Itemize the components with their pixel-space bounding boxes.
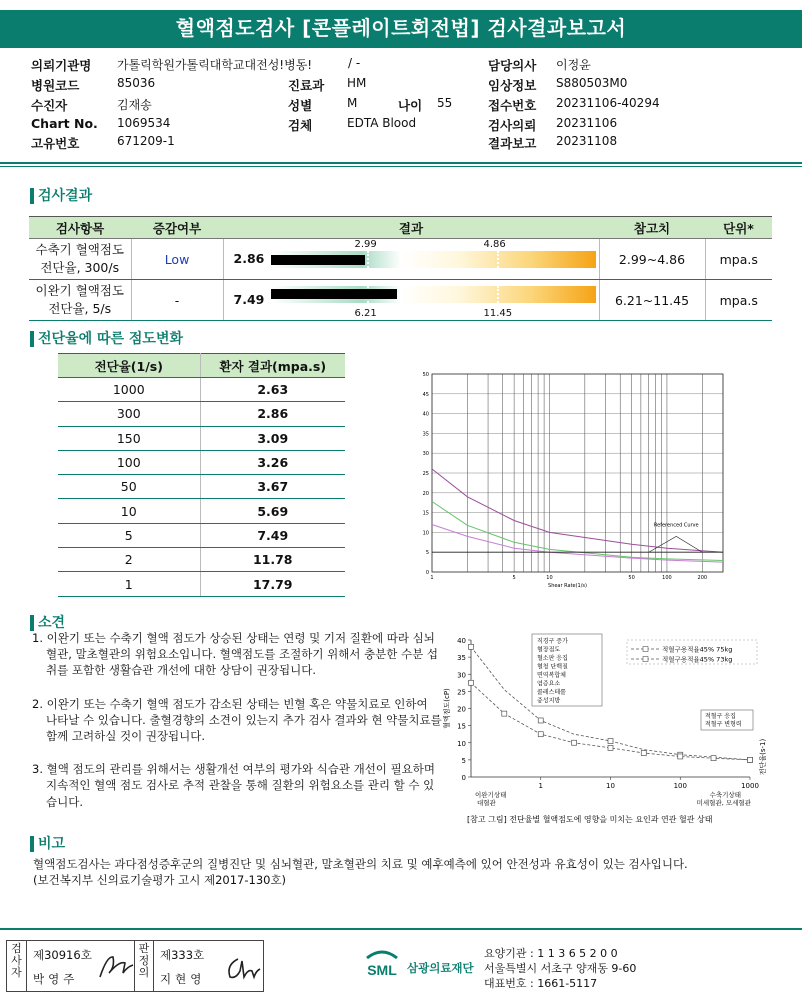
factor-label: 콜레스테롤 xyxy=(537,689,566,696)
ward-value: / - xyxy=(348,56,361,70)
address: 서울특별시 서초구 양재동 9-60 xyxy=(484,962,637,975)
examiner-side-label: 검사자 xyxy=(7,941,27,991)
note-text xyxy=(33,856,773,888)
x-axis-label: Shear Rate(1/s) xyxy=(548,583,587,589)
data-point xyxy=(748,757,753,762)
phone: 대표번호 : 1661-5117 xyxy=(484,977,598,990)
results-header: 단위* xyxy=(705,217,772,239)
viscosity-cell: 2.86 xyxy=(200,402,345,426)
factor-label: 혈소판 응집 xyxy=(537,655,568,662)
examiner-number: 제30916호 xyxy=(33,948,92,962)
report-date-value: 20231108 xyxy=(556,134,618,148)
data-point xyxy=(538,732,543,737)
y-tick-label: 10 xyxy=(457,739,466,748)
flag-value: - xyxy=(131,280,223,321)
opinion-text xyxy=(32,630,442,827)
factor-label: 혈장점도 xyxy=(537,646,561,654)
table-row xyxy=(58,548,345,572)
y-tick-label: 25 xyxy=(457,688,466,697)
dept-label: 진료과 xyxy=(288,78,325,93)
specimen-label: 검체 xyxy=(288,118,313,133)
viscosity-cell: 17.79 xyxy=(200,572,345,596)
note-line: 혈액점도검사는 과다점성증후군의 질병진단 및 심뇌혈관, 말초혈관의 치료 및 예후예측에 있어 안전성과 유효성이 있는 검사입니다. xyxy=(33,857,688,871)
approver-number: 제333호 xyxy=(160,948,205,962)
flag-value: Low xyxy=(131,239,223,280)
org-address xyxy=(484,946,636,991)
table-row xyxy=(58,426,345,450)
examiner-signature xyxy=(97,951,137,981)
factor-label: 중성지방 xyxy=(537,697,561,705)
x-right-label: 수축기상태 xyxy=(709,791,741,799)
y-tick-label: 20 xyxy=(457,705,466,714)
request-label: 검사의뢰 xyxy=(488,118,537,133)
examiner-box xyxy=(6,940,154,992)
receipt-label: 접수번호 xyxy=(488,98,537,113)
id-label: 고유번호 xyxy=(31,136,80,151)
y-tick-label: 5 xyxy=(461,756,466,765)
x-tick-label: 100 xyxy=(662,575,672,581)
x-left-label: 대혈관 xyxy=(477,799,496,807)
viscosity-cell: 2.63 xyxy=(200,378,345,402)
hospital-label: 의뢰기관명 xyxy=(31,58,92,73)
viscosity-cell: 3.09 xyxy=(200,426,345,450)
data-point xyxy=(572,740,577,745)
sml-logo-icon xyxy=(363,948,401,980)
series-line xyxy=(432,469,723,552)
section-shear-title: 전단율에 따른 점도변화 xyxy=(30,330,183,348)
figure-caption: [참고 그림] 전단율별 혈액점도에 영향을 미치는 요인과 연관 혈관 상태 xyxy=(467,815,713,824)
table-row xyxy=(58,499,345,523)
section-note-title: 비고 xyxy=(30,835,65,853)
note-line: (보건복지부 신의료기술평가 고시 제2017-130호) xyxy=(33,873,287,887)
x-tick-label: 100 xyxy=(673,782,687,790)
shear-rate-cell: 10 xyxy=(58,499,200,523)
data-point xyxy=(469,644,474,649)
factor-label: 직경구 증가 xyxy=(537,638,568,645)
y-axis-label: 혈액점도(cP) xyxy=(443,688,451,729)
table-row xyxy=(58,475,345,499)
unit: mpa.s xyxy=(705,239,772,280)
low-ref-label: 2.99 xyxy=(354,239,377,250)
high-ref-label: 4.86 xyxy=(483,239,506,250)
approver-name: 지현영 xyxy=(160,972,206,986)
x-tick-label: 1 xyxy=(430,575,434,581)
footer xyxy=(0,928,802,1002)
shear-rate-cell: 50 xyxy=(58,475,200,499)
x-tick-label: 10 xyxy=(606,782,615,790)
item-subname: 전단율, 300/s xyxy=(40,260,120,275)
y-tick-label: 5 xyxy=(425,550,429,557)
x-tick-label: 1000 xyxy=(741,782,759,790)
approver-box xyxy=(134,940,264,992)
low-ref-label: 6.21 xyxy=(354,308,377,319)
table-row xyxy=(58,572,345,596)
table-row xyxy=(58,450,345,474)
examiner-name: 박영주 xyxy=(33,972,79,986)
care-number: 요양기관 : 1 1 3 6 5 2 0 0 xyxy=(484,947,618,960)
table-row xyxy=(58,402,345,426)
dept-value: HM xyxy=(347,76,367,90)
ref-range: 6.21~11.45 xyxy=(599,280,705,321)
report-date-label: 결과보고 xyxy=(488,136,537,151)
bar-fill xyxy=(271,289,398,299)
y-tick-label: 10 xyxy=(422,530,429,537)
shear-rate-cell: 5 xyxy=(58,523,200,547)
section-opinion-title: 소견 xyxy=(30,614,65,632)
x-left-label: 이완기상태 xyxy=(475,791,507,799)
result-value: 2.86 xyxy=(233,251,265,266)
y-tick-label: 15 xyxy=(422,510,429,517)
shear-header: 환자 결과(mpa.s) xyxy=(200,354,345,378)
shear-header: 전단율(1/s) xyxy=(58,354,200,378)
data-point xyxy=(502,711,507,716)
results-header: 참고치 xyxy=(599,217,705,239)
result-value: 7.49 xyxy=(233,292,265,307)
data-point xyxy=(678,754,683,759)
reference-figure xyxy=(437,632,777,828)
y-tick-label: 30 xyxy=(457,671,466,680)
x-right-label: 미세혈관, 모세혈관 xyxy=(696,799,751,807)
sex-label: 성별 xyxy=(288,98,313,113)
y-tick-label: 40 xyxy=(457,637,466,645)
doctor-value: 이정윤 xyxy=(556,58,591,72)
id-value: 671209-1 xyxy=(117,134,175,148)
legend-marker xyxy=(643,647,648,652)
item-name: 수축기 혈액점도 xyxy=(35,242,124,257)
viscosity-cell: 5.69 xyxy=(200,499,345,523)
opinion-item: 1. 이완기 또는 수축기 혈액 점도가 상승된 상태는 연령 및 기저 질환에 따라 심뇌혈관, 말초혈관의 위험요소입니다. 혈액점도를 조절하기 위해서 충분한 수분 섭취를 포함한 생활습관 개선에 대한 상담이 권장됩니다. xyxy=(32,631,439,678)
viscosity-chart xyxy=(405,368,730,590)
patient-value: 김재송 xyxy=(117,98,152,112)
code-value: 85036 xyxy=(117,76,156,90)
viscosity-cell: 11.78 xyxy=(200,548,345,572)
annotation-label: Referenced Curve xyxy=(653,522,699,529)
y-tick-label: 15 xyxy=(457,722,466,731)
viscosity-cell: 7.49 xyxy=(200,523,345,547)
y-tick-label: 20 xyxy=(422,490,429,497)
viscosity-cell: 3.67 xyxy=(200,475,345,499)
item-subname: 전단율, 5/s xyxy=(48,301,112,316)
shear-table xyxy=(58,353,345,597)
factor-label: 염증요소 xyxy=(537,680,561,688)
table-row xyxy=(58,523,345,547)
chart-value: 1069534 xyxy=(117,116,171,130)
age-value: 55 xyxy=(437,96,453,110)
viscosity-cell: 3.26 xyxy=(200,450,345,474)
y-tick-label: 35 xyxy=(422,431,429,438)
opinion-item: 2. 이완기 또는 수축기 혈액 점도가 감소된 상태는 빈혈 혹은 약물치료로 인하여 나타날 수 있습니다. 출혈경향의 소견이 있는지 추가 검사 결과와 현 약물치료를 함께 고려하실 것이 권장됩니다. xyxy=(32,696,442,744)
doctor-label: 담당의사 xyxy=(488,58,537,73)
table-row xyxy=(29,280,772,321)
shear-rate-cell: 150 xyxy=(58,426,200,450)
data-point xyxy=(608,745,613,750)
bar-fill xyxy=(271,255,365,265)
age-label: 나이 xyxy=(398,98,423,113)
clinical-label: 임상정보 xyxy=(488,78,537,93)
y-tick-label: 30 xyxy=(422,451,429,458)
factor-label: 적혈구 변형력 xyxy=(705,721,742,728)
data-point xyxy=(608,739,613,744)
patient-label: 수진자 xyxy=(31,98,68,113)
x-tick-label: 1 xyxy=(538,782,543,790)
sex-value: M xyxy=(347,96,358,110)
factor-label: 면역복합체 xyxy=(537,672,566,679)
section-results-title: 검사결과 xyxy=(30,187,92,205)
ref-range: 2.99~4.86 xyxy=(599,239,705,280)
series-line xyxy=(432,525,723,563)
shear-rate-cell: 2 xyxy=(58,548,200,572)
result-bar xyxy=(224,280,599,320)
approver-side-label: 판정의 xyxy=(134,941,154,991)
factor-label: 혈청 단백질 xyxy=(537,663,568,671)
legend-label: 적혈구용적율45% 73kg xyxy=(662,655,733,664)
x-tick-label: 200 xyxy=(697,575,708,581)
logo-text: SML xyxy=(367,962,397,978)
y-tick-label: 25 xyxy=(422,471,429,477)
shear-rate-cell: 1000 xyxy=(58,378,200,402)
results-header: 결과 xyxy=(223,217,599,239)
item-name: 이완기 혈액점도 xyxy=(35,283,124,298)
org-name: 삼광의료재단 xyxy=(407,961,474,975)
shear-rate-cell: 300 xyxy=(58,402,200,426)
table-row xyxy=(29,239,772,280)
result-bar xyxy=(224,239,599,279)
legend-label: 적혈구용적율45% 75kg xyxy=(662,645,733,654)
y-tick-label: 40 xyxy=(422,411,429,418)
y-tick-label: 0 xyxy=(461,774,466,782)
clinical-value: S880503M0 xyxy=(556,76,628,90)
opinion-item: 3. 혈액 점도의 관리를 위해서는 생활개선 여부의 평가와 식습관 개선이 필요하며 지속적인 혈액 점도 검사로 추적 관찰을 통해 질환의 위험요소를 관리 할 수 있습니다. xyxy=(32,762,436,809)
report-title: 혈액점도검사 [콘플레이트회전법] 검사결과보고서 xyxy=(0,10,802,46)
shear-rate-cell: 100 xyxy=(58,450,200,474)
y-tick-label: 35 xyxy=(457,654,466,663)
specimen-value: EDTA Blood xyxy=(347,116,417,130)
chart-label: Chart No. xyxy=(31,116,98,131)
request-value: 20231106 xyxy=(556,116,618,130)
unit: mpa.s xyxy=(705,280,772,321)
y-tick-label: 45 xyxy=(422,391,429,398)
y2-axis-label: 전단율(s-1) xyxy=(759,738,767,776)
shear-rate-cell: 1 xyxy=(58,572,200,596)
table-row xyxy=(58,378,345,402)
results-table xyxy=(29,216,772,321)
x-tick-label: 10 xyxy=(546,575,553,581)
high-ref-label: 11.45 xyxy=(483,308,513,319)
y-tick-label: 50 xyxy=(422,372,429,378)
x-tick-label: 5 xyxy=(512,575,516,581)
hospital-value: 가톨릭학원가톨릭대학교대전성!병동! xyxy=(117,58,313,72)
results-header: 증감여부 xyxy=(131,217,223,239)
factor-label: 적혈구 응집 xyxy=(705,713,736,720)
data-point xyxy=(469,680,474,685)
results-header: 검사항목 xyxy=(29,217,131,239)
data-point xyxy=(711,756,716,761)
receipt-value: 20231106-40294 xyxy=(556,96,660,110)
code-label: 병원코드 xyxy=(31,78,80,93)
data-point xyxy=(538,718,543,723)
approver-signature xyxy=(222,953,262,983)
data-point xyxy=(641,751,646,756)
legend-marker xyxy=(643,657,648,662)
series-line xyxy=(432,502,723,561)
y-tick-label: 0 xyxy=(425,570,429,576)
x-tick-label: 50 xyxy=(628,575,635,581)
